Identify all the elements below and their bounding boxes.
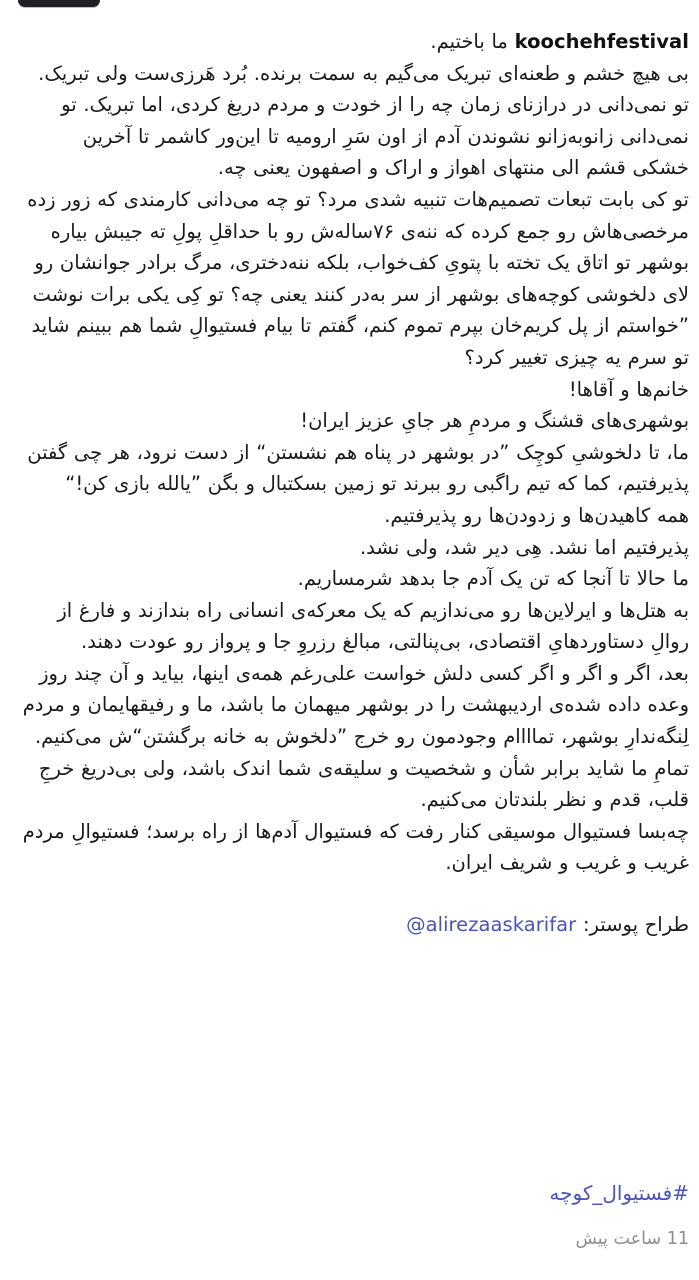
caption-first-line-text: ما باختیم. — [430, 30, 515, 53]
hashtag-row — [20, 1178, 689, 1208]
caption-paragraph: چه‌بسا فستیوال موسیقی کنار رفت که فستیوال آدم‌ها از راه برسد؛ فستیوالِ مردم غریب و غریب و شریف ایران. — [22, 819, 689, 875]
caption-paragraph: تو نمی‌دانی در درازنای زمان چه را از خودت و مردم دریغ کردی، اما تبریک. تو نمی‌دانی زانوبه‌زانو نشوندن آدم از اون سَرِ ارومیه تا این‌ور کاشمر تا آخرین خشکی قشم الی منتهای اهواز و اراک و اصفهون یعنی چه. — [61, 93, 689, 180]
designer-mention-link[interactable]: @alirezaaskarifar — [406, 913, 577, 937]
poster-credit-label: طراح پوستر: — [576, 913, 689, 937]
caption-first-line — [20, 26, 689, 58]
caption-paragraph: خانم‌ها و آقاها! — [568, 377, 689, 401]
timestamp-row — [20, 1226, 689, 1252]
caption-paragraph: به هتل‌ها و ایرلاین‌ها رو می‌ندازیم که یک معرکه‌ی انسانی راه بندازند و فارغ از روالِ دستاوردهایِ اقتصادی، بی‌پنالتی، مبالغ رزروِ جا و پرواز رو عودت دهند. — [57, 598, 689, 654]
caption-paragraph: پذیرفتیم اما نشد. هِی دیر شد، ولی نشد. — [359, 535, 689, 559]
hashtag-link[interactable]: #فستیوال_کوچه — [549, 1181, 689, 1205]
caption-paragraph: همه کاهیدن‌ها و زدودن‌ها رو پذیرفتیم. — [384, 503, 689, 527]
caption-paragraph: بعد، اگر و اگر و اگر کسی دلش خواست علی‌رغم همه‌ی اینها، بیاید و آن چند روز وعده داده شده‌ی اردیبهشت را در بوشهر میهمان ما باشد، ما و رفیقهایمان و مردم لِنگه‌ندارِ بوشهر، تماااام وجودمون رو خرج ”دلخوش به خانه برگشتن“ش می‌کنیم. — [22, 661, 689, 749]
post-caption — [20, 26, 689, 941]
caption-paragraph: بوشهری‌های قشنگ و مردمِ هر جایِ عزیز ایران! — [300, 409, 689, 433]
caption-paragraph: تمامِ ما شاید برابر شأن و شخصیت و سلیقه‌ی شما اندک باشد، ولی بی‌دریغ خرجِ قلب، قدم و نظر بلندتان می‌کنیم. — [38, 756, 689, 812]
caption-paragraph: بی هیچ خشم و طعنه‌ای تبریک می‌گیم به سمت برنده. بُرد هَرزی‌ست ولی تبریک. — [38, 61, 689, 85]
poster-credit-line — [20, 909, 689, 941]
caption-paragraph: ما، تا دلخوشیِ کوچِک ”در بوشهر در پناه هم نشستن“ از دست نرود، هر چی گفتن پذیرفتیم، کما که تیم راگبی رو ببرند تو زمین بسکتبال و بگن ”یالله بازی کن!“ — [27, 440, 689, 496]
caption-paragraph: تو کی بابت تبعات تصمیم‌هات تنبیه شدی مرد؟ تو چه می‌دانی کارمندی که زور زده مرخصی‌هاش رو جمع کرده که ننه‌ی ۷۶ساله‌ش رو با حداقلِ پولِ ته جیبش بیاره بوشهر تو اتاق یک تخته با پتویِ کف‌خواب، بلکه ننه‌دختری، مرگ برادر جوانشان رو لای دلخوشی کوچه‌های بوشهر از سر به‌در کنند یعنی چه؟ تو کِی یکی برات نوشت ”خواستم از پل کریم‌خان بپرم تموم کنم، گفتم تا بیام فستیوالِ شما هم ببینم شاید تو سرم یه چیزی تغییر کرد؟ — [27, 187, 689, 369]
post-timestamp: 11 ساعت پیش — [575, 1229, 689, 1249]
post-username[interactable]: koochehfestival — [514, 30, 689, 53]
caption-paragraph: ما حالا تا آنجا که تن یک آدم جا بدهد شرمساریم. — [297, 567, 689, 591]
top-chrome-bar — [18, 0, 100, 7]
